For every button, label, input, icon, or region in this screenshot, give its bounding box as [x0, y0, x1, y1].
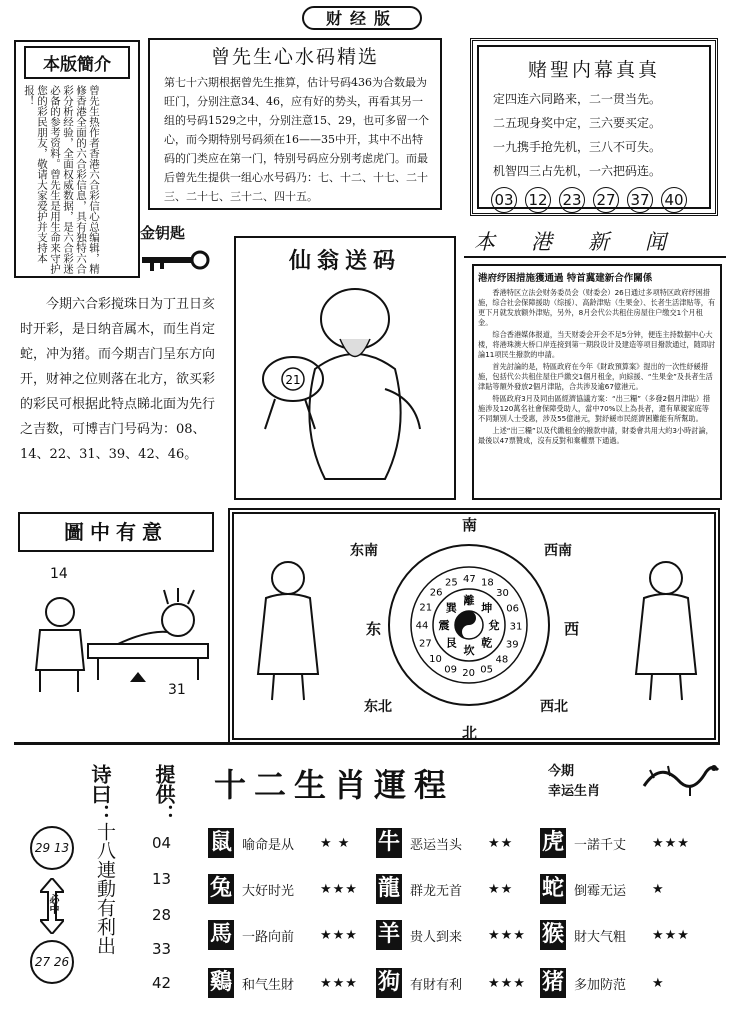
mystery-number: 37 — [627, 187, 653, 213]
zodiac-item — [540, 918, 705, 952]
picture-title-box — [18, 512, 214, 552]
news-section — [464, 226, 726, 498]
zodiac-stars: ★★★ — [652, 835, 690, 851]
intro-title: 本版簡介 — [24, 46, 130, 79]
zodiac-item — [376, 826, 541, 860]
zeng-box — [148, 38, 442, 210]
zodiac-fortune: 和气生財 — [242, 977, 295, 993]
news-body-box — [472, 264, 722, 500]
picture-number-right: 31 — [168, 682, 186, 698]
mystery-line: 机智四三占先机，一六把码连。 — [493, 164, 662, 178]
secret-body: 今期六合彩搅珠日为丁丑日亥时开彩，是日纳音属木，而生肖定蛇，冲为猪。而今期吉门呈东方向开，财神之位则落在北方，欲买彩的彩民可根据此特点睇北面为先行之吉数，可博吉门号码为：08、14、22、31、39、42、46。 — [20, 297, 216, 462]
immortal-number: 21 — [285, 373, 301, 387]
provide-number: 33 — [152, 940, 172, 958]
zodiac-animal: 猪 — [540, 968, 566, 998]
compass-ring-number: 47 — [463, 574, 476, 585]
figure-right — [626, 554, 706, 704]
zodiac-fortune: 群龙无首 — [410, 883, 463, 899]
news-masthead: 本港新闻 — [464, 226, 726, 258]
zodiac-item — [208, 966, 373, 1000]
poem-label: 诗曰： — [88, 764, 112, 824]
compass-ring-number: 26 — [429, 587, 443, 599]
zodiac-fortune: 多加防范 — [574, 977, 627, 993]
provide-number: 04 — [152, 834, 172, 852]
cartoon-figures — [18, 560, 218, 710]
zodiac-fortune: 贵人到来 — [410, 929, 463, 945]
mystery-line: 定四连六同路来，二一贯当先。 — [493, 92, 662, 106]
news-paragraph: 特區政府3月及同由區經濟協議方案：“出三糧”（多發2個月津貼）措施涉及120萬名社會保障受助人，當中70%以上為長者，還有單親家庭等不同類別人士受惠，涉及55億港元，對紓緩市民經濟困難能有所幫助。 — [478, 394, 711, 423]
compass-ring-number: 30 — [496, 588, 509, 600]
zodiac-stars: ★★ — [488, 835, 514, 851]
zodiac-animal: 馬 — [208, 920, 234, 950]
mystery-line: 二五现身奖中定，三六要买定。 — [493, 116, 662, 130]
zodiac-item — [208, 918, 373, 952]
compass-southeast: 东南 — [350, 543, 378, 559]
provide-number: 42 — [152, 974, 172, 992]
compass-ring-number: 06 — [506, 603, 519, 615]
mystery-number: 23 — [559, 187, 585, 213]
picture-title: 圖中有意 — [64, 520, 168, 544]
compass-trigram: 離 — [463, 594, 475, 607]
compass-ring-number: 25 — [445, 577, 458, 589]
compass-trigram: 巽 — [445, 601, 457, 615]
zodiac-stars: ★★★ — [652, 927, 690, 943]
header-title-badge — [302, 6, 422, 30]
zodiac-animal: 兔 — [208, 874, 234, 904]
picture-illustration — [18, 560, 218, 710]
zodiac-stars: ★ — [652, 975, 665, 991]
zodiac-item — [540, 872, 705, 906]
secret-label: 金钥匙 — [140, 224, 186, 242]
zodiac-fortune: 喻命是从 — [242, 837, 295, 853]
zodiac-item — [376, 918, 541, 952]
compass-east: 东 — [366, 620, 382, 638]
intro-body: 曾先生热作者香港六合彩信心总编辑，精修香港全面的六合彩信息，具有独特六合彩分析经验，全面权威数据，是六合彩迷必备的参考资料。曾先生是用生命来守护您的彩民朋友，敬请大家爱护并支持本报！ — [23, 85, 100, 274]
compass-ring-number: 48 — [495, 654, 509, 666]
zeng-body: 第七十六期根据曾先生推算，估计号码436为合数最为旺门，分别注意34、46，应有好的势头，再看其另一组的号码1529之中，分别注意15、29，也可多留一个心，而今期特别号码须在16——35中开，其中不出特码的门类应在第一门，特别号码应分别考虑虎门。而最后曾先生提供一组心水号码乃：七、十二、十七、二十三、二十七、三十二、四十五。 — [164, 76, 429, 203]
zodiac-item — [208, 872, 373, 906]
poem-circle-top — [30, 826, 74, 870]
section-divider — [14, 742, 720, 745]
zodiac-item — [376, 872, 541, 906]
intro-box — [14, 40, 140, 278]
compass-trigram: 震 — [438, 619, 450, 632]
compass-wheel — [386, 542, 552, 708]
figure-left — [248, 554, 328, 704]
zodiac-animal: 鼠 — [208, 828, 234, 858]
immortal-illustration — [245, 279, 445, 489]
zodiac-subtitle-2: 幸运生肖 — [548, 784, 601, 799]
compass-trigram: 艮 — [445, 636, 457, 650]
compass-ring-number: 09 — [444, 664, 457, 676]
compass-ring-number: 44 — [415, 620, 429, 632]
header-title: 财经版 — [325, 9, 398, 28]
zodiac-animal: 鷄 — [208, 968, 234, 998]
zodiac-item — [540, 966, 705, 1000]
zodiac-fortune: 一路向前 — [242, 929, 295, 945]
zodiac-fortune: 財大气粗 — [574, 929, 627, 945]
provide-label: 提供： — [152, 764, 176, 824]
zodiac-item — [376, 966, 541, 1000]
zodiac-stars: ★ ★ — [320, 835, 351, 851]
zodiac-animal: 牛 — [376, 828, 402, 858]
compass-ring-number: 05 — [480, 664, 493, 676]
mystery-line: 一九携手抢先机，三八不可失。 — [493, 140, 662, 154]
compass-north: 北 — [462, 724, 478, 742]
mystery-number: 12 — [525, 187, 551, 213]
must-win-arrow — [40, 878, 64, 934]
compass-trigram: 坤 — [481, 601, 493, 615]
poem-text: 十八連動有利出 — [94, 822, 116, 955]
mystery-title: 赌聖内幕真真 — [527, 59, 660, 81]
zodiac-subtitle-1: 今期 — [548, 764, 575, 779]
poem-circle-top-text: 29 13 — [34, 841, 70, 855]
compass-box — [228, 508, 720, 744]
poem-circle-bottom — [30, 940, 74, 984]
provide-number: 28 — [152, 906, 172, 924]
news-paragraph: 首先討論的是，特區政府在今年《財政預算案》提出的一次性紓緩措施，包括代公共租住屋住戶繳交1個月租金，向綜援、“生果金”及長者生活津貼等額外發放2個月津貼，合共涉及逾67億港元。 — [478, 362, 713, 391]
compass-ring-number: 31 — [509, 621, 523, 633]
news-headline: 港府纾困措施獲通過 特首冀建新合作關係 — [478, 273, 653, 284]
zodiac-title: 十二生肖運程 — [214, 766, 455, 804]
mystery-numbers — [487, 187, 709, 213]
zodiac-stars: ★★ — [488, 881, 514, 897]
zodiac-animal: 蛇 — [540, 874, 566, 904]
picture-number-left: 14 — [50, 566, 68, 582]
must-win-label: 必中 — [47, 894, 58, 914]
mystery-number: 03 — [491, 187, 517, 213]
zodiac-animal: 狗 — [376, 968, 402, 998]
zodiac-animal: 龍 — [376, 874, 402, 904]
compass-ring-number: 21 — [419, 602, 433, 614]
secret-section — [140, 222, 234, 282]
compass-northwest: 西北 — [540, 699, 568, 715]
zodiac-fortune: 一諾千丈 — [574, 837, 627, 853]
zodiac-stars: ★★★ — [488, 927, 526, 943]
compass-northeast: 东北 — [364, 699, 392, 715]
zodiac-fortune: 倒霉无运 — [574, 883, 627, 899]
zodiac-stars: ★★★ — [320, 881, 358, 897]
mystery-inner — [477, 45, 711, 209]
compass-ring-number: 20 — [462, 668, 475, 679]
compass-trigram: 坎 — [463, 644, 475, 657]
compass-trigram: 兌 — [488, 619, 500, 632]
zodiac-stars: ★★★ — [320, 927, 358, 943]
mystery-number: 40 — [661, 187, 687, 213]
news-paragraph: 综合香港媒体报道，当天财委会开会不足5分钟，便连主持数据中心大楼，将港珠澳大桥口岸连接到第一期段设计及建造等项目撥款通过，随即討論11项民生撥款的申請。 — [478, 330, 716, 359]
zodiac-fortune: 大好时光 — [242, 883, 295, 899]
compass-ring-number: 27 — [419, 638, 432, 650]
provide-number: 13 — [152, 870, 172, 888]
compass-southwest: 西南 — [544, 543, 572, 559]
zodiac-fortune: 有財有利 — [410, 977, 463, 993]
compass-ring-number: 18 — [481, 577, 494, 589]
mystery-box — [470, 38, 718, 216]
news-paragraph: 上述“出三糧”以及代繳租金的撥款申請，財委會共用大約3小時討論，最後以47票贊成，沒有反對和棄權票下通過。 — [478, 426, 713, 445]
compass-trigram: 乾 — [481, 636, 493, 650]
immortal-box — [234, 236, 456, 500]
zodiac-item — [540, 826, 705, 860]
zeng-title: 曾先生心水码精选 — [210, 46, 379, 68]
news-paragraph: 香港特区立法会财务委员会（财委会）26日通过多项特区政府纾困措施，综合社会保障援助（综援）、高龄津贴（生果金）、长者生活津贴等，有更下月就发放额外津贴，另外，8月会代公共租住房屋住户缴交1个月租金。 — [478, 288, 716, 327]
immortal-title: 仙翁送码 — [288, 249, 401, 274]
compass-south: 南 — [462, 516, 478, 534]
zodiac-stars: ★★★ — [488, 975, 526, 991]
compass-ring-number: 10 — [429, 653, 442, 665]
compass-ring-number: 39 — [505, 639, 519, 651]
zodiac-animal: 羊 — [376, 920, 402, 950]
zodiac-item — [208, 826, 373, 860]
compass-west: 西 — [564, 620, 580, 638]
zodiac-stars: ★★★ — [320, 975, 358, 991]
zodiac-animal: 虎 — [540, 828, 566, 858]
key-icon — [140, 249, 210, 273]
poem-circle-bottom-text: 27 26 — [34, 955, 70, 969]
zodiac-fortune: 恶运当头 — [410, 837, 463, 853]
dragon-icon — [640, 756, 720, 802]
zodiac-stars: ★ — [652, 881, 665, 897]
zodiac-animal: 猴 — [540, 920, 566, 950]
mystery-number: 27 — [593, 187, 619, 213]
